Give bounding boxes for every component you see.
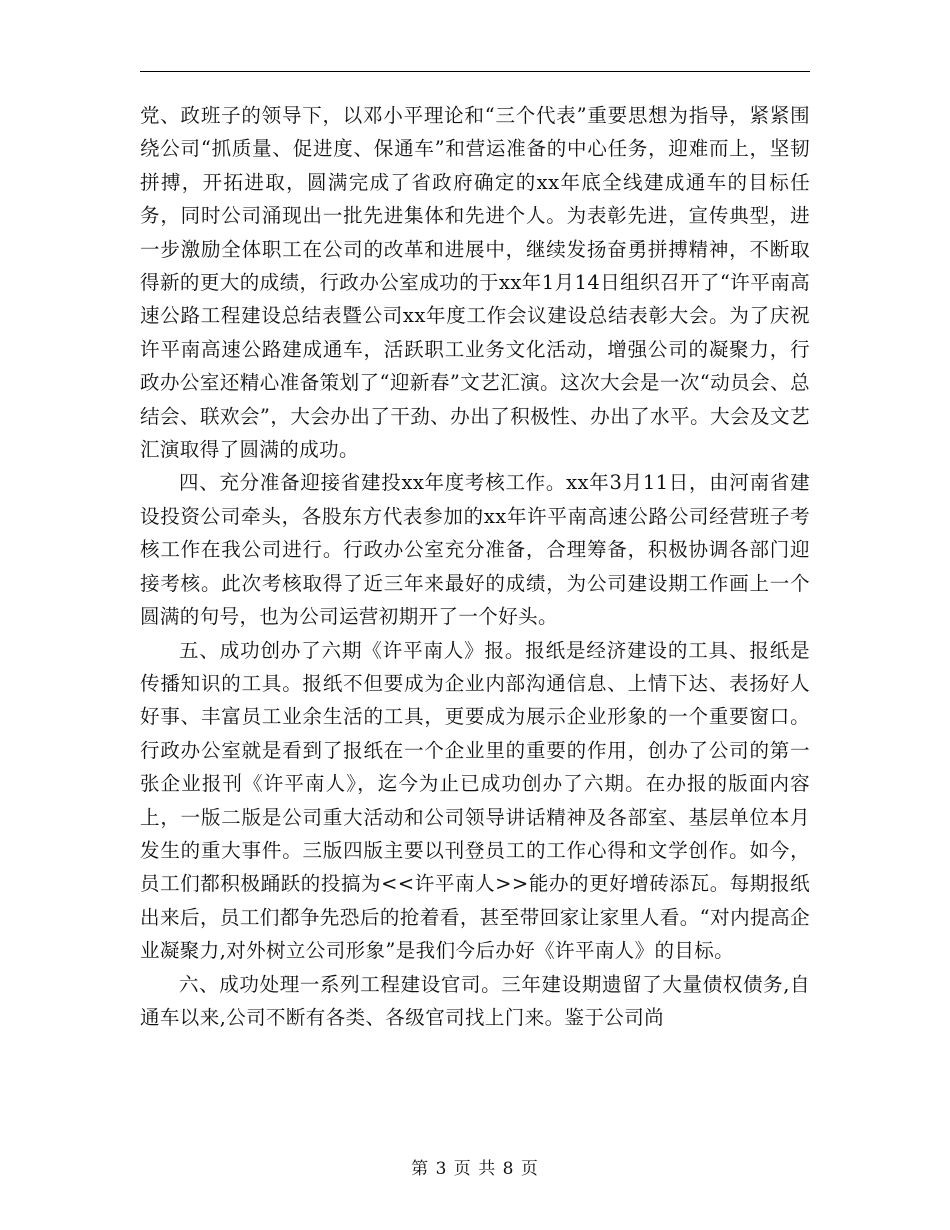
header-rule [140, 71, 810, 72]
body-paragraph-3: 五、成功创办了六期《许平南人》报。报纸是经济建设的工具、报纸是传播知识的工具。报纸不但要成为企业内部沟通信息、上情下达、表扬好人好事、丰富员工业余生活的工具，更要成为展示企业形象的一个重要窗口。行政办公室就是看到了报纸在一个企业里的重要的作用，创办了公司的第一张企业报刊《许平南人》，迄今为止已成功创办了六期。在办报的版面内容上，一版二版是公司重大活动和公司领导讲话精神及各部室、基层单位本月发生的重大事件。三版四版主要以刊登员工的工作心得和文学创作。如今，员工们都积极踊跃的投搞为<<许平南人>>能办的更好增砖添瓦。每期报纸出来后，员工们都争先恐后的抢着看，甚至带回家让家里人看。“对内提高企业凝聚力,对外树立公司形象”是我们今后办好《许平南人》的目标。 [140, 638, 810, 963]
body-paragraph-2: 四、充分准备迎接省建投xx年度考核工作。xx年3月11日，由河南省建设投资公司牵头，各股东方代表参加的xx年许平南高速公路公司经营班子考核工作在我公司进行。行政办公室充分准备，合理筹备，积极协调各部门迎接考核。此次考核取得了近三年来最好的成绩，为公司建设期工作画上一个圆满的句号，也为公司运营初期开了一个好头。 [140, 471, 810, 629]
body-paragraph-1: 党、政班子的领导下，以邓小平理论和“三个代表”重要思想为指导，紧紧围绕公司“抓质量、促进度、保通车”和营运准备的中心任务，迎难而上，坚韧拼搏，开拓进取，圆满完成了省政府确定的xx年底全线建成通车的目标任务，同时公司涌现出一批先进集体和先进个人。为表彰先进，宣传典型，进一步激励全体职工在公司的改革和进展中，继续发扬奋勇拼搏精神，不断取得新的更大的成绩，行政办公室成功的于xx年1月14日组织召开了“许平南高速公路工程建设总结表暨公司xx年度工作会议建设总结表彰大会。为了庆祝许平南高速公路建成通车，活跃职工业务文化活动，增强公司的凝聚力，行政办公室还精心准备策划了“迎新春”文艺汇演。这次大会是一次“动员会、总结会、联欢会”，大会办出了干劲、办出了积极性、办出了水平。大会及文艺汇演取得了圆满的成功。 [140, 104, 810, 462]
document-body [140, 99, 810, 1034]
body-paragraph-4: 六、成功处理一系列工程建设官司。三年建设期遗留了大量债权债务,自通车以来,公司不断有各类、各级官司找上门来。鉴于公司尚 [140, 972, 810, 1029]
page-number-footer: 第 3 页 共 8 页 [411, 1159, 539, 1179]
